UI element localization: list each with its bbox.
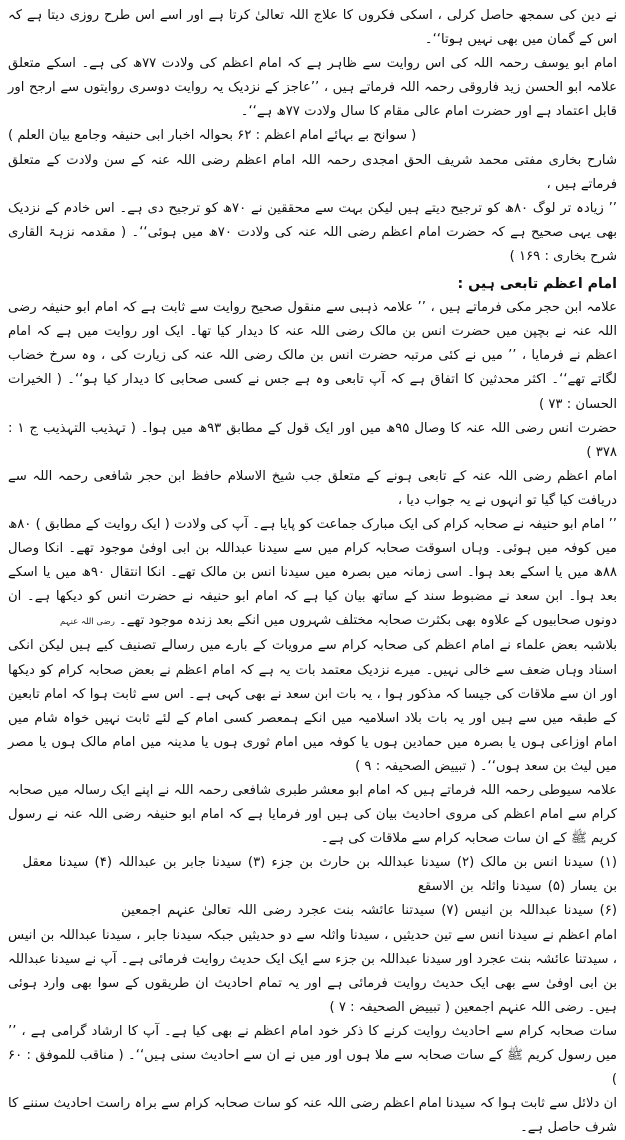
paragraph-abu-yusuf-narration: امام ابو یوسف رحمہ اللہ کی اس روایت سے ظاہر ہے کہ امام اعظم کی ولادت ۷۷ھ کی ہے۔ اسکے متعلق علامہ ابو الحسن زید فاروقی رحمہ اللہ فرماتے ہیں ، ’’عاجز کے نزدیک یہ روایت دوسری روایتوں سے ارجح اور قابل اعتماد ہے اور حضرت امام عالی مقام کا سال ولادت ۷۷ھ ہے‘‘۔: [8, 56, 618, 120]
paragraph-companions-found: [8, 513, 617, 634]
paragraph-suyuti: علامہ سیوطی رحمہ اللہ فرماتے ہیں کہ امام ابو معشر طبری شافعی رحمہ اللہ نے اپنے ایک رسالہ میں صحابہ کرام سے امام اعظم کی مروی احادیث بیان کی ہیں اور فرمایا ہے کہ امام ابو حنیفہ رضی اللہ عنہ نے رسول کریم ﷺ کے ان سات صحابہ کرام سے ملاقات کی ہے۔: [8, 783, 617, 847]
companions-list-line-1: (۱) سیدنا انس بن مالک (۲) سیدنا عبداللہ بن حارث بن جزء (۳) سیدنا جابر بن عبداللہ (۴) سیدنا معقل بن یسار (۵) سیدنا واثلہ بن الاسقع: [22, 855, 617, 895]
paragraph-companions-text: ’’ امام ابو حنیفہ نے صحابہ کرام کی ایک مبارک جماعت کو پایا ہے۔ آپ کی ولادت ( ایک روایت کے مطابق ) ۸۰ھ میں کوفہ میں ہوئی۔ وہاں اسوقت صحابہ کرام میں سے سیدنا عبداللہ بن ابی اوفیٰ موجود تھے۔ انکا وصال ۸۸ھ میں یا اسکے بعد ہوا۔ اسی زمانہ میں بصرہ میں سیدنا انس بن مالک تھے۔ انکا انتقال ۹۰ھ میں یا اسکے بعد ہوا۔ ابن سعد نے مضبوط سند کے ساتھ بیان کیا ہے کہ امام ابو حنیفہ نے حضرت انس کو دیکھا ہے۔ ان دونوں صحابیوں کے علاوہ بھی بکثرت صحابہ مختلف شہروں میں انکے بعد زندہ موجود تھے۔: [8, 516, 617, 629]
paragraph-ibn-hajar-shafi: امام اعظم رضی اللہ عنہ کے تابعی ہونے کے متعلق جب شیخ الاسلام حافظ ابن حجر شافعی رحمہ اللہ سے دریافت کیا گیا تو انہوں نے یہ جواب دیا ،: [8, 468, 617, 508]
honorific-text: رضی اللہ عنہم: [59, 617, 115, 628]
paragraph-opening: نے دین کی سمجھ حاصل کرلی ، اسکی فکروں کا علاج اللہ تعالیٰ کرتا ہے اور اسے اس طرح روزی دیتا ہے کہ اس کے گمان میں بھی نہیں ہوتا‘‘۔: [8, 8, 617, 48]
section-heading-tabii: امام اعظم تابعی ہیں :: [457, 276, 617, 293]
paragraph-sharif-ul-haq: شارح بخاری مفتی محمد شریف الحق امجدی رحمہ اللہ امام اعظم رضی اللہ عنہ کے سن ولادت کے متعلق فرماتے ہیں ،: [8, 152, 617, 192]
paragraph-birth-year-quote: ’’ زیادہ تر لوگ ۸۰ھ کو ترجیح دیتے ہیں لیکن بہت سے محققین نے ۷۰ھ کو ترجیح دی ہے۔ اس خادم کے نزدیک بھی یہی صحیح ہے کہ حضرت امام اعظم رضی اللہ عنہ کی ولادت ۷۰ھ میں ہوئی‘‘۔ ( مقدمہ نزہۃ القاری شرح بخاری : ۱۶۹ ): [8, 200, 617, 264]
paragraph-seven-companions: سات صحابہ کرام سے احادیث روایت کرنے کا ذکر خود امام اعظم نے بھی کیا ہے۔ آپ کا ارشاد گرامی ہے ، ’’ میں رسول کریم ﷺ کے سات صحابہ سے ملا ہوں اور میں نے ان سے احادیث سنی ہیں‘‘۔ ( مناقب للموفق : ۶۰ ): [8, 1023, 617, 1088]
document-page: [8, 4, 618, 1136]
paragraph-hadith-counts: امام اعظم نے سیدنا انس سے تین حدیثیں ، سیدنا واثلہ سے دو حدیثیں جبکہ سیدنا جابر ، سیدنا عبداللہ بن انیس ، سیدتنا عائشہ بنت عجرد اور سیدنا عبداللہ بن جزء سے ایک ایک حدیث روایت فرمائی ہے۔ آپ نے سیدنا عبداللہ بن ابی اوفیٰ سے بھی ایک حدیث روایت فرمائی ہے اور یہ تمام احادیث ان طریقوں کے سوا بھی وارد ہوئی ہیں۔ رضی اللہ عنہم اجمعین ( تبییض الصحیفہ : ۷ ): [8, 927, 617, 1015]
companions-list-line-2: (۶) سیدنا عبداللہ بن انیس (۷) سیدتنا عائشہ بنت عجرد رضی اللہ تعالیٰ عنہم اجمعین: [121, 903, 617, 919]
paragraph-ibn-hajar-makki: علامہ ابن حجر مکی فرماتے ہیں ، ’’ علامہ ذہبی سے منقول صحیح روایت سے ثابت ہے کہ امام ابو حنیفہ رضی اللہ عنہ نے بچپن میں حضرت انس بن مالک رضی اللہ عنہ کا دیدار کیا تھا۔ ایک اور روایت میں ہے کہ امام اعظم نے فرمایا ، ’’ میں نے کئی مرتبہ حضرت انس بن مالک رضی اللہ عنہ کی زیارت کی ، وہ سرخ خضاب لگاتے تھے‘‘۔ اکثر محدثین کا اتفاق ہے کہ آپ تابعی وہ ہے جس نے کسی صحابی کا دیدار کیا ہو‘‘۔ ( الخیرات الحسان : ۷۳ ): [8, 300, 617, 412]
paragraph-narrations-treatises: بلاشبہ بعض علماء نے امام اعظم کی صحابہ کرام سے مرویات کے بارے میں رسالے تصنیف کیے ہیں لیکن انکی اسناد وہاں ضعف سے خالی نہیں۔ میرے نزدیک معتمد بات یہ ہے کہ امام اعظم نے بعض صحابہ کرام کو دیکھا اور ان سے ملاقات کی جیسا کہ مذکور ہوا ، یہ بات ابن سعد نے بھی کہی ہے۔ اس سے ثابت ہوا کہ امام تابعین کے طبقہ میں سے ہیں اور یہ بات بلاد اسلامیہ میں انکے ہمعصر کسی امام کے لئے ثابت نہیں خواہ شام میں امام اوزاعی ہوں یا بصرہ میں حمادین ہوں یا کوفہ میں امام ثوری ہوں یا مدینہ میں امام مالک ہوں یا مصر میں لیث بن سعد ہوں‘‘۔ ( تبییض الصحیفہ : ۹ ): [8, 638, 617, 774]
paragraph-anas-death: حضرت انس رضی اللہ عنہ کا وصال ۹۵ھ میں اور ایک قول کے مطابق ۹۳ھ میں ہوا۔ ( تہذیب التہذیب ج ۱ : ۳۷۸ ): [8, 420, 617, 460]
citation-sawaneh: ( سوانح بے بہائے امام اعظم : ۶۲ بحوالہ اخبار ابی حنیفہ وجامع بیان العلم ): [8, 128, 417, 144]
paragraph-conclusion: ان دلائل سے ثابت ہوا کہ سیدنا امام اعظم رضی اللہ عنہ کو سات صحابہ کرام سے براہ راست احادیث سننے کا شرف حاصل ہے۔: [8, 1096, 617, 1136]
